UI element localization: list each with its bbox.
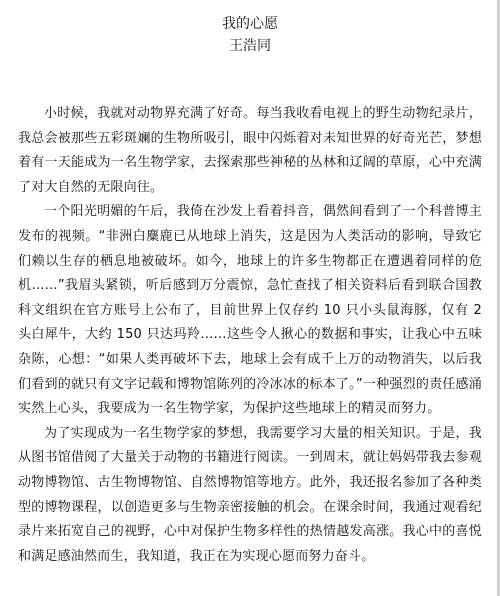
document-title: 我的心愿 xyxy=(222,16,278,32)
paragraph-2: 一个阳光明媚的午后，我倚在沙发上看着抖音，偶然间看到了一个科普博主发布的视频。“非洲白麋鹿已从地球上消失，这是因为人类活动的影响，导致它们赖以生存的栖息地被破坏。如今，地球上的许多生物都正在遭遇着同样的危机……”我眉头紧锁，听后感到万分震惊，急忙查找了相关资料后看到联合国教科文组织在官方账号上公布了，目前世界上仅存约 10 只小头鼠海豚，仅有 2 头白犀牛，大约 150 只达玛羚……这些令人揪心的数据和事实，让我心中五味杂陈，心想：“如果人类再破坏下去，地球上会有成千上万的动物消失，以后我们看到的就只有文字记载和博物馆陈列的冷冰冰的标本了。”一种强烈的责任感涌实然上心头，我要成为一名生物学家，为保护这些地球上的精灵而努力。 xyxy=(18,204,482,417)
paragraph-3: 为了实现成为一名生物学家的梦想，我需要学习大量的相关知识。于是，我从图书馆借阅了大量关于动物的书籍进行阅读。一到周末，就让妈妈带我去参观动物博物馆、古生物博物馆、自然博物馆等地方。此外，我还报名参加了各种类型的博物课程，以创造更多与生物亲密接触的机会。在课余时间，我通过观看纪录片来拓宽自己的视野，心中对保护生物多样性的热情越发高涨。我心中的喜悦和满足感油然而生，我知道，我正在为实现心愿而努力奋斗。 xyxy=(18,425,482,564)
title-spacing xyxy=(18,56,482,102)
paragraph-1: 小时候，我就对动物界充满了好奇。每当我收看电视上的野生动物纪录片，我总会被那些五彩斑斓的生物所吸引，眼中闪烁着对未知世界的好奇光芒，梦想着有一天能成为一名生物学家，去探索那些神秘的丛林和辽阔的草原，心中充满了对大自然的无限向往。 xyxy=(18,106,482,195)
document-author: 王浩同 xyxy=(229,38,271,54)
